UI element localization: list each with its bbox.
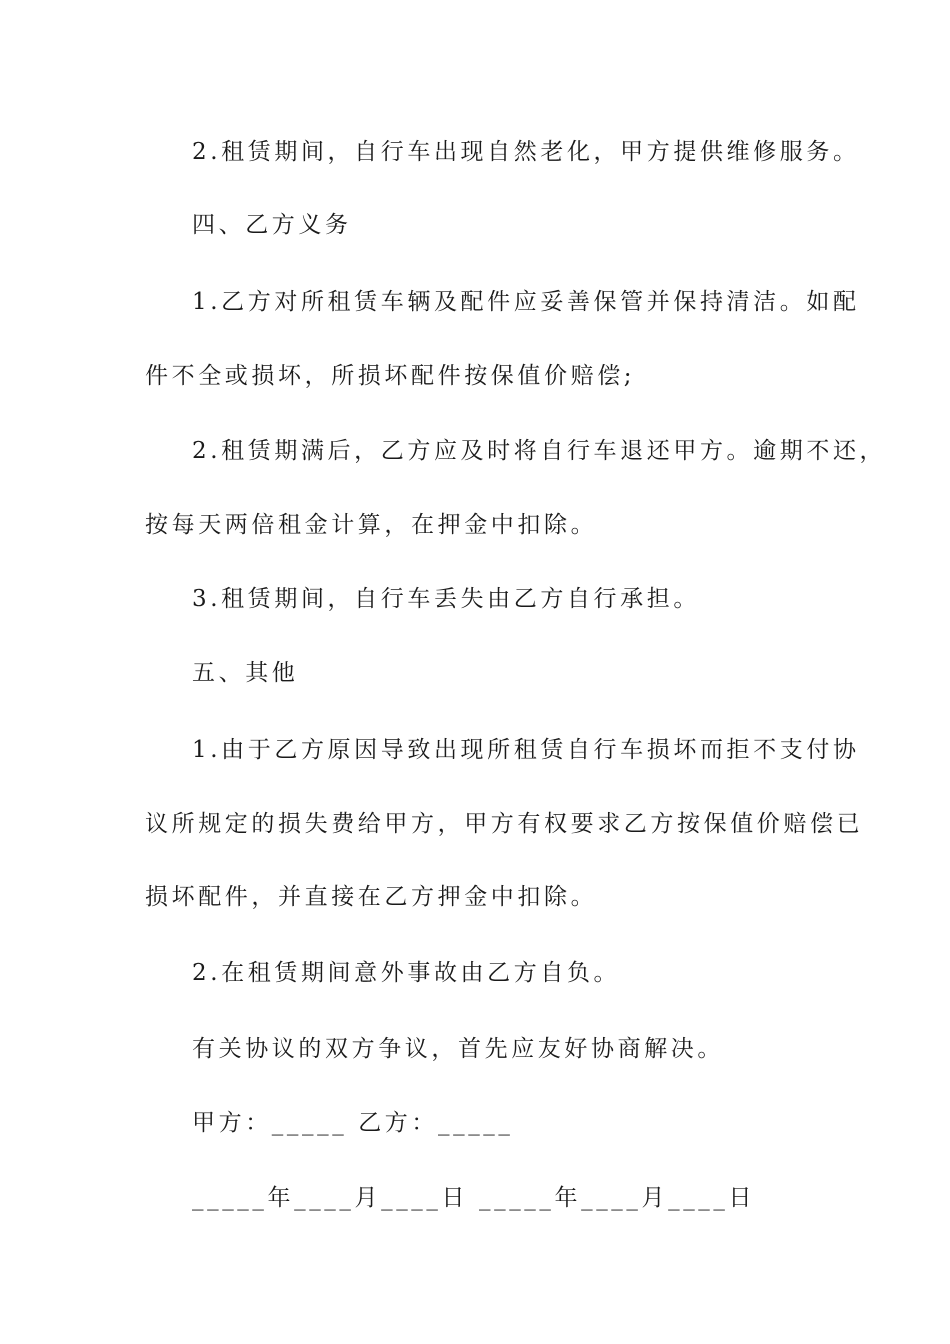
clause-4-1-text-line-1: 1.乙方对所租赁车辆及配件应妥善保管并保持清洁。如配: [192, 289, 860, 315]
clause-5-1-text-line-3: 损坏配件，并直接在乙方押金中扣除。: [145, 884, 598, 910]
signature-date-line: _____年____月____日 _____年____月____日: [192, 1185, 756, 1211]
signature-parties-line: 甲方：_____ 乙方：_____: [192, 1110, 514, 1136]
dispute-resolution-text: 有关协议的双方争议，首先应友好协商解决。: [192, 1036, 724, 1062]
clause-4-3-text: 3.租赁期间，自行车丢失由乙方自行承担。: [192, 586, 700, 612]
clause-5-1-text-line-1: 1.由于乙方原因导致出现所租赁自行车损坏而拒不支付协: [192, 737, 860, 763]
section-4-heading: 四、乙方义务: [192, 212, 352, 238]
clause-5-1-text-line-2: 议所规定的损失费给甲方，甲方有权要求乙方按保值价赔偿已: [145, 811, 864, 837]
clause-4-2-text-line-2: 按每天两倍租金计算，在押金中扣除。: [145, 512, 598, 538]
clause-4-2-text-line-1: 2.租赁期满后，乙方应及时将自行车退还甲方。逾期不还，: [192, 438, 887, 464]
clause-5-2-text: 2.在租赁期间意外事故由乙方自负。: [192, 960, 621, 986]
clause-4-1-text-line-2: 件不全或损坏，所损坏配件按保值价赔偿;: [145, 363, 636, 389]
section-5-heading: 五、其他: [192, 660, 299, 686]
clause-3-2-text: 2.租赁期间，自行车出现自然老化，甲方提供维修服务。: [192, 139, 860, 165]
